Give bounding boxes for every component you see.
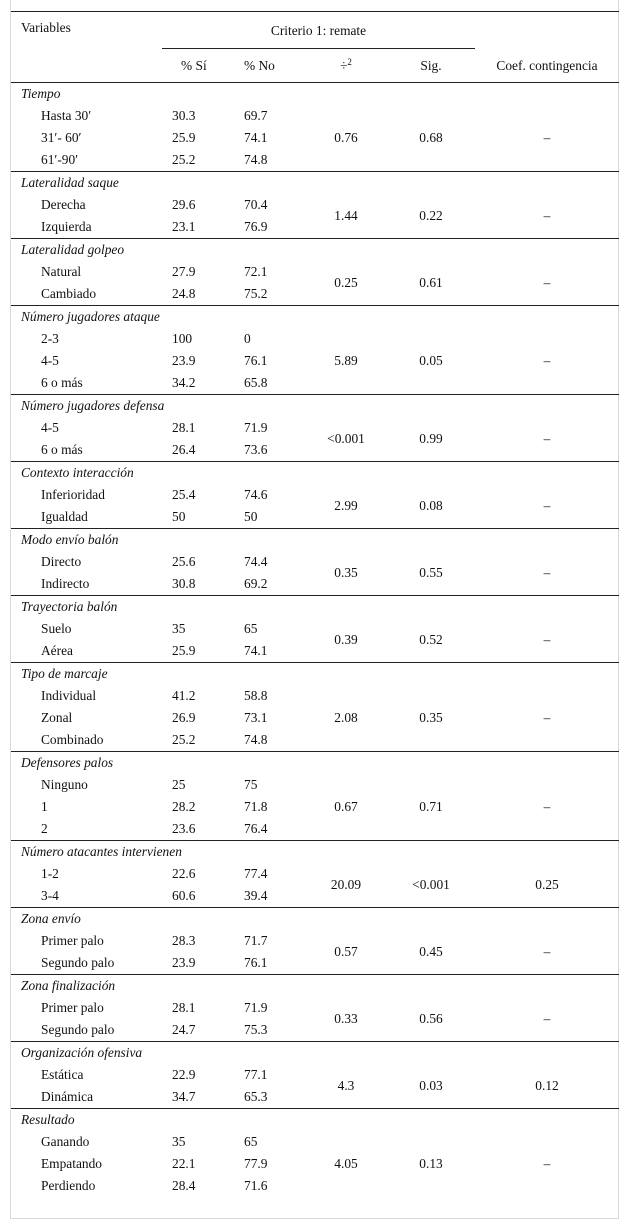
row-label: Empatando xyxy=(41,1156,102,1171)
cell-si: 25.2 xyxy=(172,732,196,747)
cell-si: 27.9 xyxy=(172,264,196,279)
row-label: Aérea xyxy=(41,643,73,658)
cell-coef: 0.12 xyxy=(535,1078,559,1093)
cell-si: 23.9 xyxy=(172,353,196,368)
table-row xyxy=(11,417,619,439)
row-label: 4-5 xyxy=(41,353,59,368)
table-row xyxy=(11,551,619,573)
cell-chi-square: 0.35 xyxy=(334,565,358,580)
cell-no: 74.1 xyxy=(244,643,268,658)
group-label: Número jugadores defensa xyxy=(21,398,165,413)
cell-coef: – xyxy=(543,944,551,959)
header-criterion: Criterio 1: remate xyxy=(270,22,367,38)
cell-si: 24.7 xyxy=(172,1022,196,1037)
group-row xyxy=(11,596,619,619)
cell-sig: 0.52 xyxy=(419,632,443,647)
table-row xyxy=(11,685,619,707)
table-row xyxy=(11,105,619,127)
cell-coef: – xyxy=(543,565,551,580)
cell-sig: 0.68 xyxy=(419,130,443,145)
cell-si: 22.9 xyxy=(172,1067,196,1082)
group-label: Organización ofensiva xyxy=(21,1045,143,1060)
cell-sig: 0.45 xyxy=(419,944,443,959)
group-row xyxy=(11,1109,619,1132)
group-label: Número atacantes intervienen xyxy=(21,844,182,859)
cell-sig: 0.13 xyxy=(419,1156,443,1171)
row-label: 6 o más xyxy=(41,375,83,390)
cell-chi-square: 20.09 xyxy=(330,877,362,892)
row-label: Ganando xyxy=(41,1134,90,1149)
cell-si: 28.4 xyxy=(172,1178,196,1193)
cell-chi-square: 2.99 xyxy=(334,498,358,513)
row-label: Segundo palo xyxy=(41,955,115,970)
group-label: Número jugadores ataque xyxy=(21,309,160,324)
cell-no: 74.1 xyxy=(244,130,268,145)
cell-chi-square: 1.44 xyxy=(334,208,358,223)
cell-coef: – xyxy=(543,130,551,145)
cell-coef: – xyxy=(543,1011,551,1026)
cell-no: 65 xyxy=(244,1134,258,1149)
row-label: Individual xyxy=(41,688,97,703)
cell-coef: – xyxy=(543,1156,551,1171)
cell-si: 28.2 xyxy=(172,799,196,814)
cell-si: 25.2 xyxy=(172,152,196,167)
table-row xyxy=(11,194,619,216)
cell-si: 23.9 xyxy=(172,955,196,970)
row-label: 61′-90′ xyxy=(41,152,79,167)
row-label: Izquierda xyxy=(41,219,92,234)
group-label: Resultado xyxy=(21,1112,75,1127)
row-label: Inferioridad xyxy=(41,487,105,502)
cell-chi-square: 0.76 xyxy=(334,130,358,145)
cell-sig: 0.56 xyxy=(419,1011,443,1026)
row-label: Ninguno xyxy=(41,777,88,792)
criterion-underline xyxy=(162,48,475,49)
cell-si: 26.4 xyxy=(172,442,196,457)
row-label: 31′- 60′ xyxy=(41,130,82,145)
cell-no: 72.1 xyxy=(244,264,268,279)
group-row xyxy=(11,83,619,106)
cell-chi-square: 0.57 xyxy=(334,944,358,959)
group-label: Lateralidad golpeo xyxy=(21,242,125,257)
cell-sig: 0.03 xyxy=(419,1078,443,1093)
cell-no: 76.1 xyxy=(244,353,268,368)
group-label: Zona envío xyxy=(21,911,81,926)
row-label: Primer palo xyxy=(41,1000,104,1015)
cell-sig: 0.71 xyxy=(419,799,443,814)
cell-si: 28.1 xyxy=(172,420,196,435)
cell-sig: 0.05 xyxy=(419,353,443,368)
cell-no: 71.7 xyxy=(244,933,268,948)
cell-no: 50 xyxy=(244,509,258,524)
group-row xyxy=(11,462,619,485)
cell-chi-square: 5.89 xyxy=(334,353,358,368)
cell-no: 71.6 xyxy=(244,1178,268,1193)
row-label: Indirecto xyxy=(41,576,90,591)
row-label: Cambiado xyxy=(41,286,97,301)
group-row xyxy=(11,975,619,998)
table-row xyxy=(11,774,619,796)
row-label: 2 xyxy=(41,821,48,836)
cell-si: 25.9 xyxy=(172,130,196,145)
cell-no: 75.3 xyxy=(244,1022,268,1037)
header-no: % No xyxy=(244,57,275,73)
cell-si: 100 xyxy=(172,331,193,346)
cell-no: 39.4 xyxy=(244,888,268,903)
cell-sig: 0.35 xyxy=(419,710,443,725)
group-label: Tiempo xyxy=(21,86,61,101)
cell-no: 65.8 xyxy=(244,375,268,390)
group-row xyxy=(11,841,619,864)
cell-coef: – xyxy=(543,353,551,368)
table-body xyxy=(11,83,619,1198)
row-label: Segundo palo xyxy=(41,1022,115,1037)
cell-si: 35 xyxy=(172,621,186,636)
cell-si: 23.6 xyxy=(172,821,196,836)
group-label: Trayectoria balón xyxy=(21,599,118,614)
cell-sig: 0.08 xyxy=(419,498,443,513)
cell-si: 25.9 xyxy=(172,643,196,658)
row-label: 2-3 xyxy=(41,331,59,346)
cell-si: 30.3 xyxy=(172,108,196,123)
cell-si: 25.4 xyxy=(172,487,196,502)
table-row xyxy=(11,328,619,350)
cell-si: 29.6 xyxy=(172,197,196,212)
table-row xyxy=(11,930,619,952)
cell-si: 34.7 xyxy=(172,1089,196,1104)
cell-coef: – xyxy=(543,799,551,814)
row-label: Natural xyxy=(41,264,82,279)
cell-no: 74.6 xyxy=(244,487,268,502)
cell-no: 75.2 xyxy=(244,286,268,301)
row-label: 3-4 xyxy=(41,888,59,903)
cell-no: 74.4 xyxy=(244,554,268,569)
cell-coef: – xyxy=(543,275,551,290)
group-row xyxy=(11,529,619,552)
cell-chi-square: 0.67 xyxy=(334,799,358,814)
cell-no: 77.9 xyxy=(244,1156,268,1171)
row-label: Directo xyxy=(41,554,82,569)
group-label: Modo envío balón xyxy=(21,532,119,547)
cell-sig: 0.55 xyxy=(419,565,443,580)
cell-coef: 0.25 xyxy=(535,877,559,892)
table-row xyxy=(11,997,619,1019)
group-row xyxy=(11,908,619,931)
cell-chi-square: 0.33 xyxy=(334,1011,358,1026)
cell-chi-square: 4.05 xyxy=(334,1156,358,1171)
header-si: % Sí xyxy=(181,57,207,73)
header-coef: Coef. contingencia xyxy=(496,57,598,73)
group-label: Lateralidad saque xyxy=(21,175,119,190)
cell-si: 25 xyxy=(172,777,186,792)
table-row xyxy=(11,261,619,283)
cell-sig: 0.99 xyxy=(419,431,443,446)
cell-no: 69.7 xyxy=(244,108,268,123)
cell-no: 65.3 xyxy=(244,1089,268,1104)
group-label: Zona finalización xyxy=(21,978,116,993)
cell-no: 0 xyxy=(244,331,251,346)
cell-si: 41.2 xyxy=(172,688,196,703)
cell-no: 74.8 xyxy=(244,732,268,747)
cell-chi-square: 4.3 xyxy=(337,1078,355,1093)
row-label: Dinámica xyxy=(41,1089,94,1104)
group-row xyxy=(11,752,619,775)
cell-si: 50 xyxy=(172,509,186,524)
cell-no: 76.9 xyxy=(244,219,268,234)
cell-chi-square: <0.001 xyxy=(327,431,365,446)
group-row xyxy=(11,395,619,418)
cell-no: 76.1 xyxy=(244,955,268,970)
cell-no: 77.1 xyxy=(244,1067,268,1082)
group-label: Defensores palos xyxy=(21,755,114,770)
row-label: 1 xyxy=(41,799,48,814)
table-row xyxy=(11,863,619,885)
cell-coef: – xyxy=(543,632,551,647)
group-label: Tipo de marcaje xyxy=(21,666,108,681)
table-row xyxy=(11,1064,619,1086)
cell-coef: – xyxy=(543,431,551,446)
cell-si: 22.6 xyxy=(172,866,196,881)
row-label: Suelo xyxy=(41,621,72,636)
cell-si: 23.1 xyxy=(172,219,196,234)
cell-no: 76.4 xyxy=(244,821,268,836)
cell-sig: <0.001 xyxy=(412,877,450,892)
row-label: Perdiendo xyxy=(41,1178,96,1193)
cell-si: 28.3 xyxy=(172,933,196,948)
table-row xyxy=(11,1131,619,1153)
group-row xyxy=(11,306,619,329)
cell-no: 75 xyxy=(244,777,258,792)
cell-no: 73.1 xyxy=(244,710,268,725)
row-label: Primer palo xyxy=(41,933,104,948)
cell-si: 60.6 xyxy=(172,888,196,903)
row-label: 6 o más xyxy=(41,442,83,457)
cell-no: 58.8 xyxy=(244,688,268,703)
row-label: Combinado xyxy=(41,732,104,747)
cell-no: 71.8 xyxy=(244,799,268,814)
results-table xyxy=(11,11,619,1197)
row-label: Hasta 30′ xyxy=(41,108,92,123)
row-label: Estática xyxy=(41,1067,84,1082)
cell-si: 34.2 xyxy=(172,375,196,390)
cell-si: 25.6 xyxy=(172,554,196,569)
table-row xyxy=(11,618,619,640)
cell-coef: – xyxy=(543,498,551,513)
cell-si: 30.8 xyxy=(172,576,196,591)
cell-coef: – xyxy=(543,208,551,223)
cell-sig: 0.61 xyxy=(419,275,443,290)
cell-si: 28.1 xyxy=(172,1000,196,1015)
cell-chi-square: 2.08 xyxy=(334,710,358,725)
row-label: Derecha xyxy=(41,197,86,212)
cell-no: 71.9 xyxy=(244,420,268,435)
group-row xyxy=(11,663,619,686)
group-row xyxy=(11,1042,619,1065)
cell-coef: – xyxy=(543,710,551,725)
cell-no: 71.9 xyxy=(244,1000,268,1015)
header-sig: Sig. xyxy=(420,57,442,73)
header-chi-square: ÷$^2$ xyxy=(340,56,352,73)
cell-no: 65 xyxy=(244,621,258,636)
cell-si: 22.1 xyxy=(172,1156,196,1171)
cell-sig: 0.22 xyxy=(419,208,443,223)
row-label: 1-2 xyxy=(41,866,59,881)
row-label: Igualdad xyxy=(41,509,88,524)
cell-no: 73.6 xyxy=(244,442,268,457)
cell-no: 70.4 xyxy=(244,197,268,212)
cell-no: 74.8 xyxy=(244,152,268,167)
cell-no: 77.4 xyxy=(244,866,268,881)
cell-no: 69.2 xyxy=(244,576,268,591)
group-row xyxy=(11,172,619,195)
cell-si: 24.8 xyxy=(172,286,196,301)
group-label: Contexto interacción xyxy=(21,465,134,480)
cell-si: 26.9 xyxy=(172,710,196,725)
table-row xyxy=(11,484,619,506)
cell-chi-square: 0.25 xyxy=(334,275,358,290)
header-variables: Variables xyxy=(21,20,71,35)
row-label: Zonal xyxy=(41,710,73,725)
group-row xyxy=(11,239,619,262)
cell-si: 35 xyxy=(172,1134,186,1149)
cell-chi-square: 0.39 xyxy=(334,632,358,647)
row-label: 4-5 xyxy=(41,420,59,435)
